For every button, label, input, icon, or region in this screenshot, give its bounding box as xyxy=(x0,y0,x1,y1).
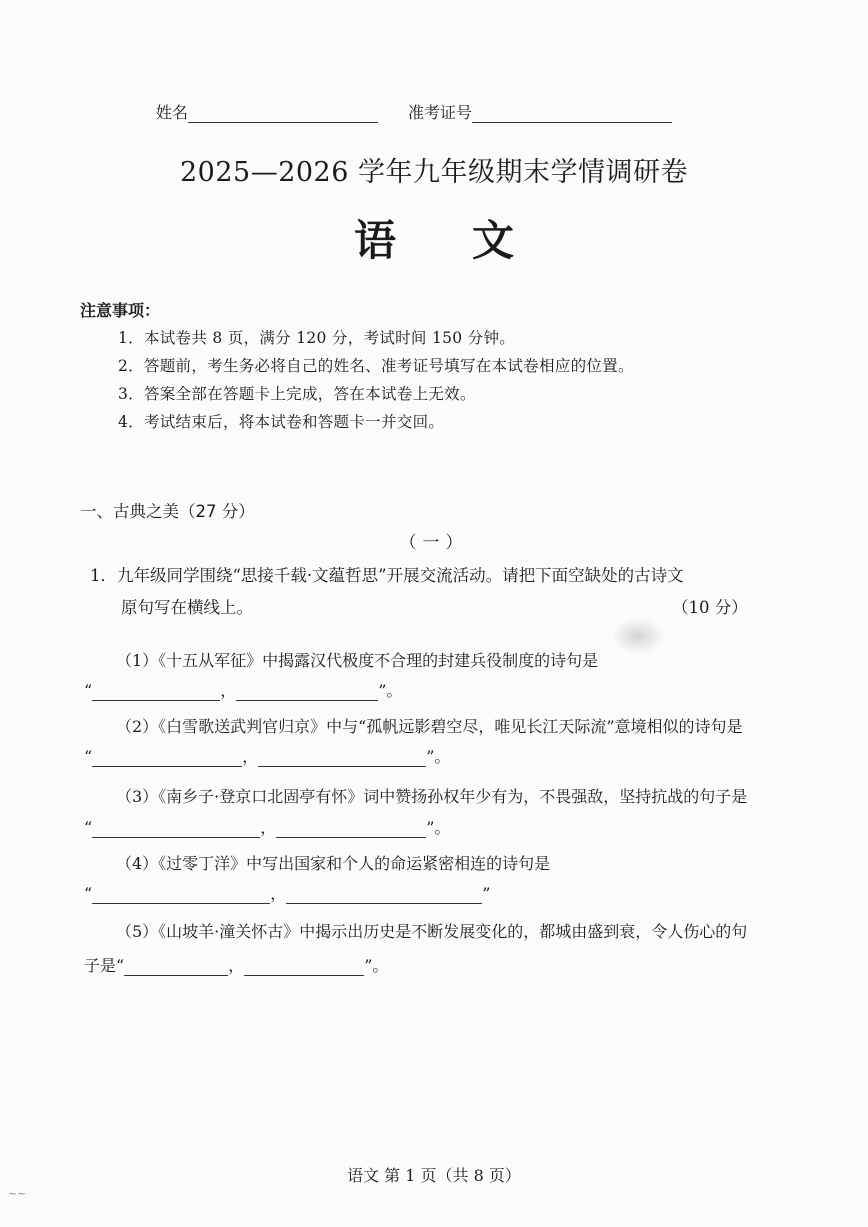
question-1-text: 1．九年级同学围绕“思接千载·文蕴哲思”开展交流活动。请把下面空缺处的古诗文 xyxy=(90,566,684,585)
notice-item: 2．答题前，考生务必将自己的姓名、准考证号填写在本试卷相应的位置。 xyxy=(118,357,634,375)
answer-blank[interactable] xyxy=(92,682,220,701)
answer-blank[interactable] xyxy=(258,748,426,767)
sub-question-5: （5）《山坡羊·潼关怀古》中揭示出历史是不断发展变化的，都城由盛到衰，令人伤心的句 xyxy=(116,922,748,941)
subject-char-2: 文 xyxy=(472,216,515,265)
candidate-info-row xyxy=(156,100,672,123)
notice-heading: 注意事项： xyxy=(80,301,161,320)
sub-question-2: （2）《白雪歌送武判官归京》中与“孤帆远影碧空尽，唯见长江天际流”意境相似的诗句是 xyxy=(116,717,743,736)
name-label: 姓名 xyxy=(156,103,189,122)
answer-blank[interactable] xyxy=(92,885,270,904)
notice-item: 1．本试卷共 8 页，满分 120 分，考试时间 150 分钟。 xyxy=(118,329,516,347)
paper-stain xyxy=(612,618,664,654)
answer-blank[interactable] xyxy=(276,819,426,838)
answer-line-3: “ ， ”。 xyxy=(84,818,451,837)
sub-question-4: （4）《过零丁洋》中写出国家和个人的命运紧密相连的诗句是 xyxy=(116,854,551,873)
subject-char-1: 语 xyxy=(354,216,397,265)
answer-blank[interactable] xyxy=(286,885,482,904)
subsection-title: （一） xyxy=(399,533,469,553)
answer-line-1: “ ， ”。 xyxy=(84,681,403,700)
answer-blank[interactable] xyxy=(244,957,364,976)
id-label: 准考证号 xyxy=(408,103,473,122)
answer-blank[interactable] xyxy=(124,957,228,976)
name-blank[interactable] xyxy=(188,104,378,123)
sub-question-3: （3）《南乡子·登京口北固亭有怀》词中赞扬孙权年少有为，不畏强敌，坚持抗战的句子是 xyxy=(116,787,748,806)
id-blank[interactable] xyxy=(472,104,672,123)
page-footer: 语文 第 1 页（共 8 页） xyxy=(347,1166,521,1185)
answer-blank[interactable] xyxy=(92,819,260,838)
answer-blank[interactable] xyxy=(92,748,242,767)
notice-item: 4．考试结束后，将本试卷和答题卡一并交回。 xyxy=(118,413,445,431)
section-title: 一、古典之美（27 分） xyxy=(80,502,255,521)
subject-title xyxy=(0,208,868,268)
answer-line-2: “ ， ”。 xyxy=(84,747,451,766)
answer-blank[interactable] xyxy=(236,682,378,701)
question-1-score: （10 分） xyxy=(672,598,748,617)
answer-line-5: 子是“ ， ”。 xyxy=(84,956,389,975)
answer-line-4: “ ， ” xyxy=(84,884,491,903)
sub-question-1: （1）《十五从军征》中揭露汉代极度不合理的封建兵役制度的诗句是 xyxy=(116,651,599,670)
exam-title: 2025—2026 学年九年级期末学情调研卷 xyxy=(179,157,688,188)
notice-item: 3．答案全部在答题卡上完成，答在本试卷上无效。 xyxy=(118,385,476,403)
corner-mark: ~~ xyxy=(8,1187,27,1200)
question-1-text-cont: 原句写在横线上。 xyxy=(121,598,253,617)
